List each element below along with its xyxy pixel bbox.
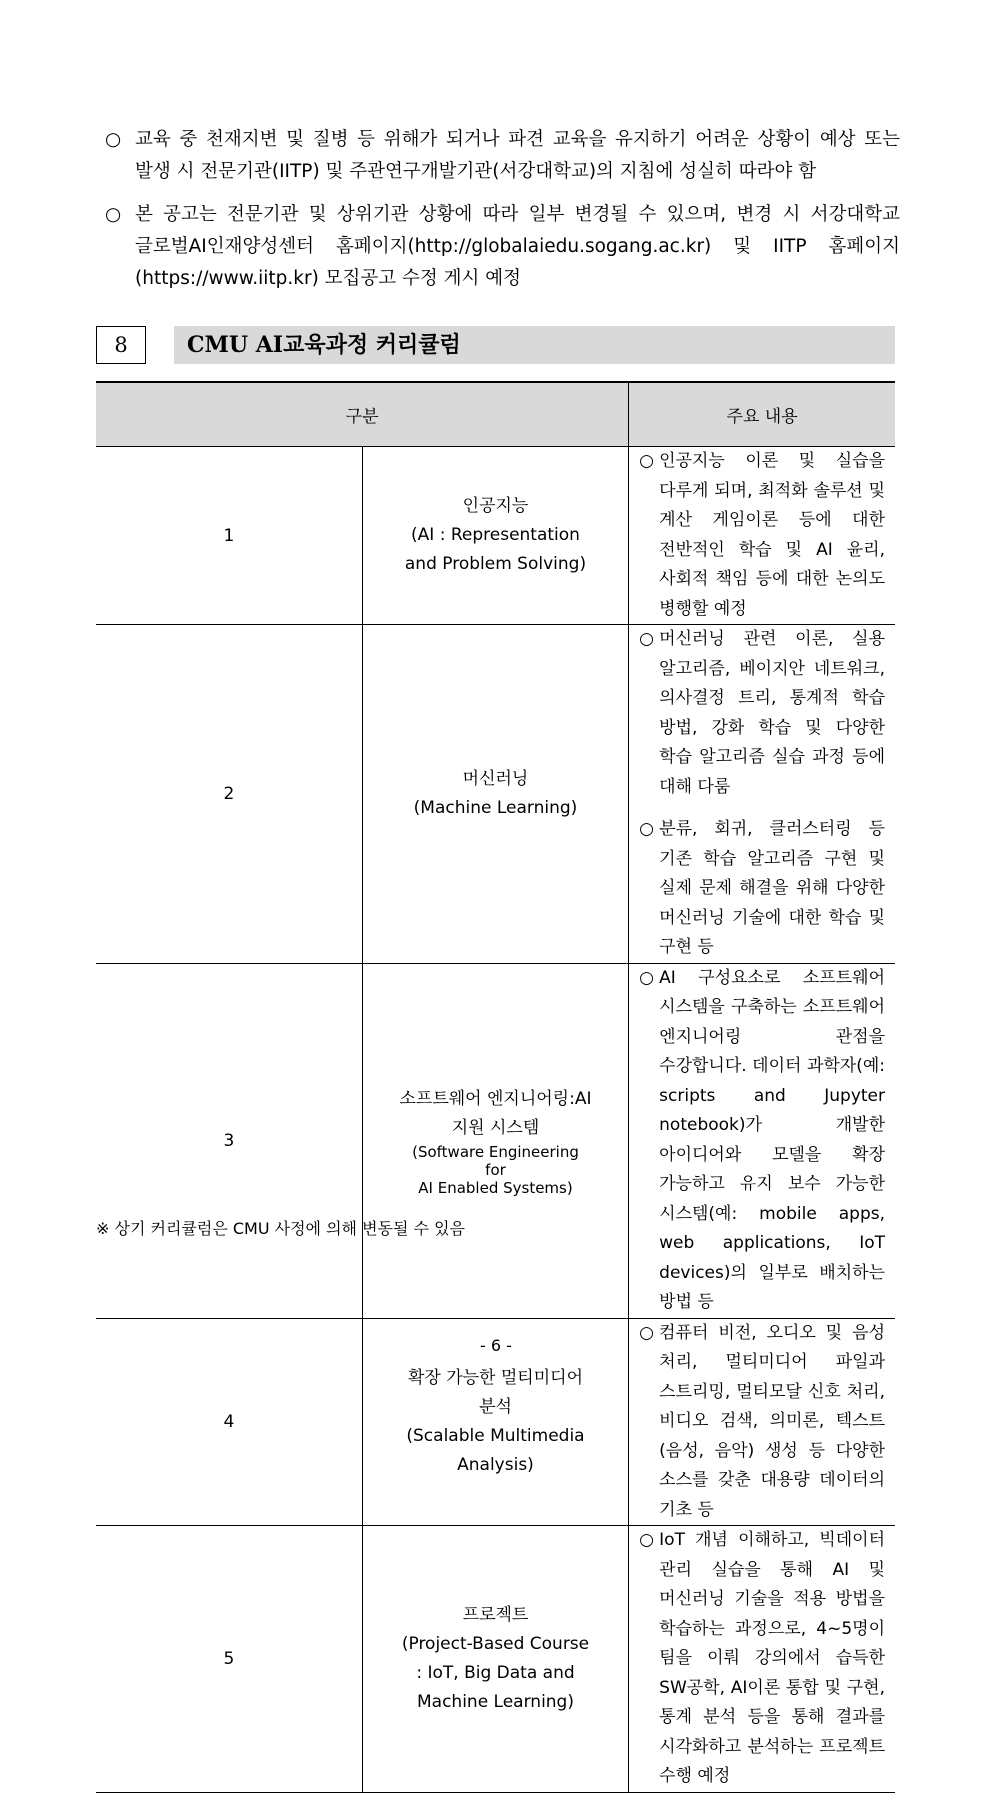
course-name: [362, 963, 628, 1318]
content-item: [639, 1526, 885, 1792]
table-row: [96, 447, 895, 625]
course-name-line: 인공지능: [462, 496, 529, 516]
content-text: 머신러닝 관련 이론, 실용 알고리즘, 베이지안 네트워크, 의사결정 트리, 통계적 학습 방법, 강화 학습 및 다양한 학습 알고리즘 실습 과정 등에 대해 다룸: [659, 629, 885, 797]
content-item: [639, 815, 885, 963]
course-name-line: (Project-Based Course: [401, 1633, 590, 1654]
bullet-mark: ○: [639, 629, 654, 649]
bullet-text: 교육 중 천재지변 및 질병 등 위해가 되거나 파견 교육을 유지하기 어려운 상황이 예상 또는 발생 시 전문기관(IITP) 및 주관연구개발기관(서강대학교)의 지침에 성실히 따라야 함: [135, 129, 900, 182]
section-title: CMU AI교육과정 커리큘럼: [174, 326, 895, 364]
page-number: - 6 -: [480, 1336, 512, 1355]
content-text: 인공지능 이론 및 실습을 다루게 되며, 최적화 솔루션 및 계산 게임이론 등에 대한 전반적인 학습 및 AI 윤리, 사회적 책임 등에 대한 논의도 병행할 예정: [659, 451, 885, 619]
content-text: 컴퓨터 비전, 오디오 및 음성 처리, 멀티미디어 파일과 스트리밍, 멀티모달 신호 처리, 비디오 검색, 의미론, 텍스트(음성, 음악) 생성 등 다양한 소스를 갖춘 대용량 데이터의 기초 등: [659, 1322, 885, 1520]
row-number: 4: [96, 1318, 362, 1526]
content-text: 분류, 회귀, 클러스터링 등 기존 학습 알고리즘 구현 및 실제 문제 해결을 위해 다양한 머신러닝 기술에 대한 학습 및 구현 등: [659, 819, 885, 957]
notice-bullets: [105, 124, 900, 306]
course-name: [362, 625, 628, 964]
bullet-mark: ○: [639, 819, 654, 839]
course-name-line: (Scalable Multimedia: [406, 1425, 585, 1446]
bullet-mark: ○: [639, 451, 654, 471]
course-name-line: 프로젝트: [462, 1604, 529, 1625]
course-name-line: and Problem Solving): [404, 554, 587, 574]
bullet-item: [105, 199, 900, 295]
footnote: ※ 상기 커리큘럼은 CMU 사정에 의해 변동될 수 있음: [96, 1219, 465, 1238]
row-number: 3: [96, 963, 362, 1318]
course-content: [629, 963, 895, 1318]
course-name-line: 분석: [479, 1396, 512, 1417]
content-item: [639, 447, 885, 624]
course-name: [362, 1526, 628, 1793]
course-name-line: 머신러닝: [462, 768, 529, 789]
bullet-mark: ○: [105, 129, 122, 150]
header-category: 구분: [96, 382, 629, 447]
course-name-en: [363, 1143, 628, 1197]
content-text: IoT 개념 이해하고, 빅데이터 관리 실습을 통해 AI 및 머신러닝 기술을 적용 방법을 학습하는 과정으로, 4~5명이 팀을 이뤄 강의에서 습득한 SW공학, AI이론 통합 및 구현, 통계 분석 등을 통해 결과를 시각화하고 분석하는 프로젝트 수행 예정: [659, 1530, 885, 1786]
row-number: 2: [96, 625, 362, 964]
header-content: 주요 내용: [629, 382, 895, 447]
content-text: AI 구성요소로 소프트웨어 시스템을 구축하는 소프트웨어 엔지니어링 관점을 수강합니다. 데이터 과학자(예: scripts and Jupyter notebook)가 개발한 아이디어와 모델을 확장 가능하고 유지 보수 가능한 시스템(예: mobile apps, web applications, IoT devices)의 일부로 배치하는 방법 등: [659, 967, 885, 1312]
content-item: [639, 964, 885, 1318]
course-name-line: 확장 가능한 멀티미디어: [407, 1367, 583, 1388]
section-number: 8: [96, 326, 146, 364]
course-name-line: Analysis): [457, 1454, 534, 1475]
course-content: [629, 1526, 895, 1793]
row-number: 5: [96, 1526, 362, 1793]
course-name-line: (AI : Representation: [411, 525, 580, 545]
course-name: [362, 447, 628, 625]
bullet-text: 본 공고는 전문기관 및 상위기관 상황에 따라 일부 변경될 수 있으며, 변경 시 서강대학교 글로벌AI인재양성센터 홈페이지(http://globalaiedu.sogang.ac.kr) 및 IITP 홈페이지(https://www.iitp.kr) 모집공고 수정 게시 예정: [135, 204, 900, 289]
bullet-mark: ○: [105, 204, 122, 225]
row-number: 1: [96, 447, 362, 625]
course-name-line: 지원 시스템: [451, 1117, 540, 1138]
table-row: [96, 1526, 895, 1793]
course-name-line: 소프트웨어 엔지니어링:AI: [399, 1088, 592, 1109]
section-header: [96, 326, 896, 366]
course-name-line: (Software Engineering: [412, 1142, 579, 1161]
curriculum-table: [96, 381, 895, 1793]
course-content: [629, 447, 895, 625]
course-name-line: Machine Learning): [416, 1691, 574, 1712]
course-name-line: : IoT, Big Data and: [416, 1662, 575, 1683]
course-name-line: (Machine Learning): [413, 797, 578, 818]
bullet-mark: ○: [639, 1530, 654, 1550]
bullet-mark: ○: [639, 1322, 654, 1343]
table-row: [96, 963, 895, 1318]
course-name-line: AI Enabled Systems): [418, 1178, 573, 1197]
table-header-row: [96, 382, 895, 447]
bullet-item: [105, 124, 900, 188]
course-name-line: for: [485, 1160, 506, 1179]
table-row: [96, 625, 895, 964]
content-item: [639, 625, 885, 802]
course-content: [629, 625, 895, 964]
bullet-mark: ○: [639, 967, 654, 988]
